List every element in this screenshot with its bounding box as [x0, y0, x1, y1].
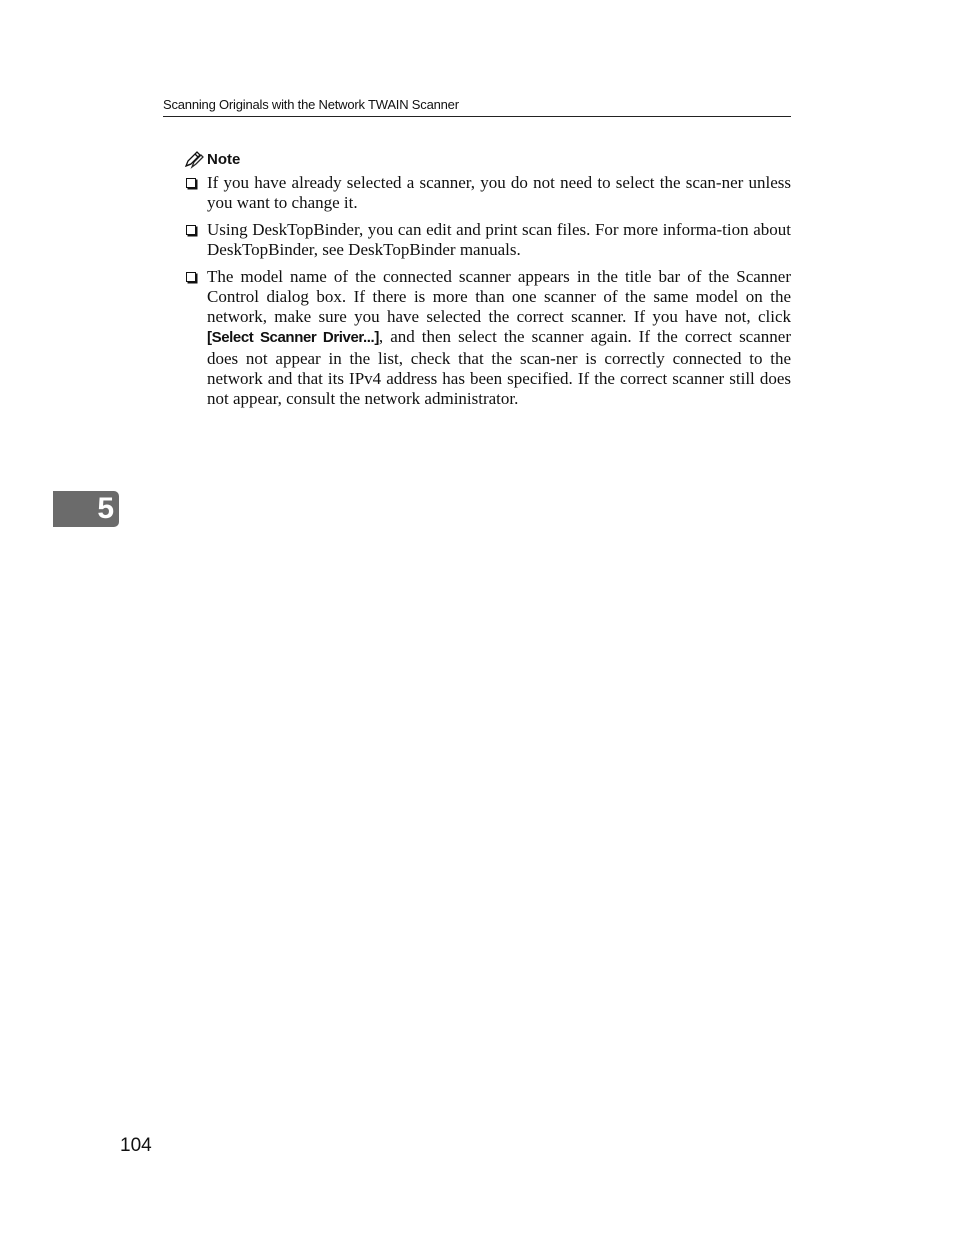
checkbox-bullet-icon [186, 178, 196, 188]
note-heading [184, 148, 240, 170]
note-item [185, 267, 791, 409]
running-header [163, 96, 791, 117]
note-heading-label: Note [207, 150, 241, 168]
select-scanner-driver-keyword: [Select Scanner Driver...] [207, 329, 379, 347]
pencil-note-icon [184, 149, 204, 169]
note-item-text [207, 267, 791, 409]
page-number: 104 [120, 1135, 152, 1156]
chapter-number: 5 [97, 492, 114, 525]
note-item-text-before: The model name of the connected scanner appears in the title bar of the Scanner Control dialog box. If there is more than one scanner of the same model on the network, make sure you have selected the correct scanner. If you have not, click [207, 266, 791, 327]
running-header-title: Scanning Originals with the Network TWAIN Scanner [163, 97, 459, 112]
note-item [185, 220, 791, 260]
note-item-text: If you have already selected a scanner, you do not need to select the scan-ner unless you want to change it. [207, 173, 791, 213]
checkbox-bullet-icon [186, 225, 196, 235]
note-item [185, 173, 791, 213]
note-item-text: Using DeskTopBinder, you can edit and print scan files. For more informa-tion about DeskTopBinder, see DeskTopBinder manuals. [207, 219, 791, 260]
chapter-tab [53, 491, 119, 527]
note-item-text-after: , and then select the scanner again. If the correct scanner does not appear in the list, check that the scan-ner is correctly connected to the network and that its IPv4 address has been specified. If the correct scanner still does not appear, consult the network administrator. [207, 327, 791, 409]
note-list [185, 173, 791, 416]
checkbox-bullet-icon [186, 272, 196, 282]
